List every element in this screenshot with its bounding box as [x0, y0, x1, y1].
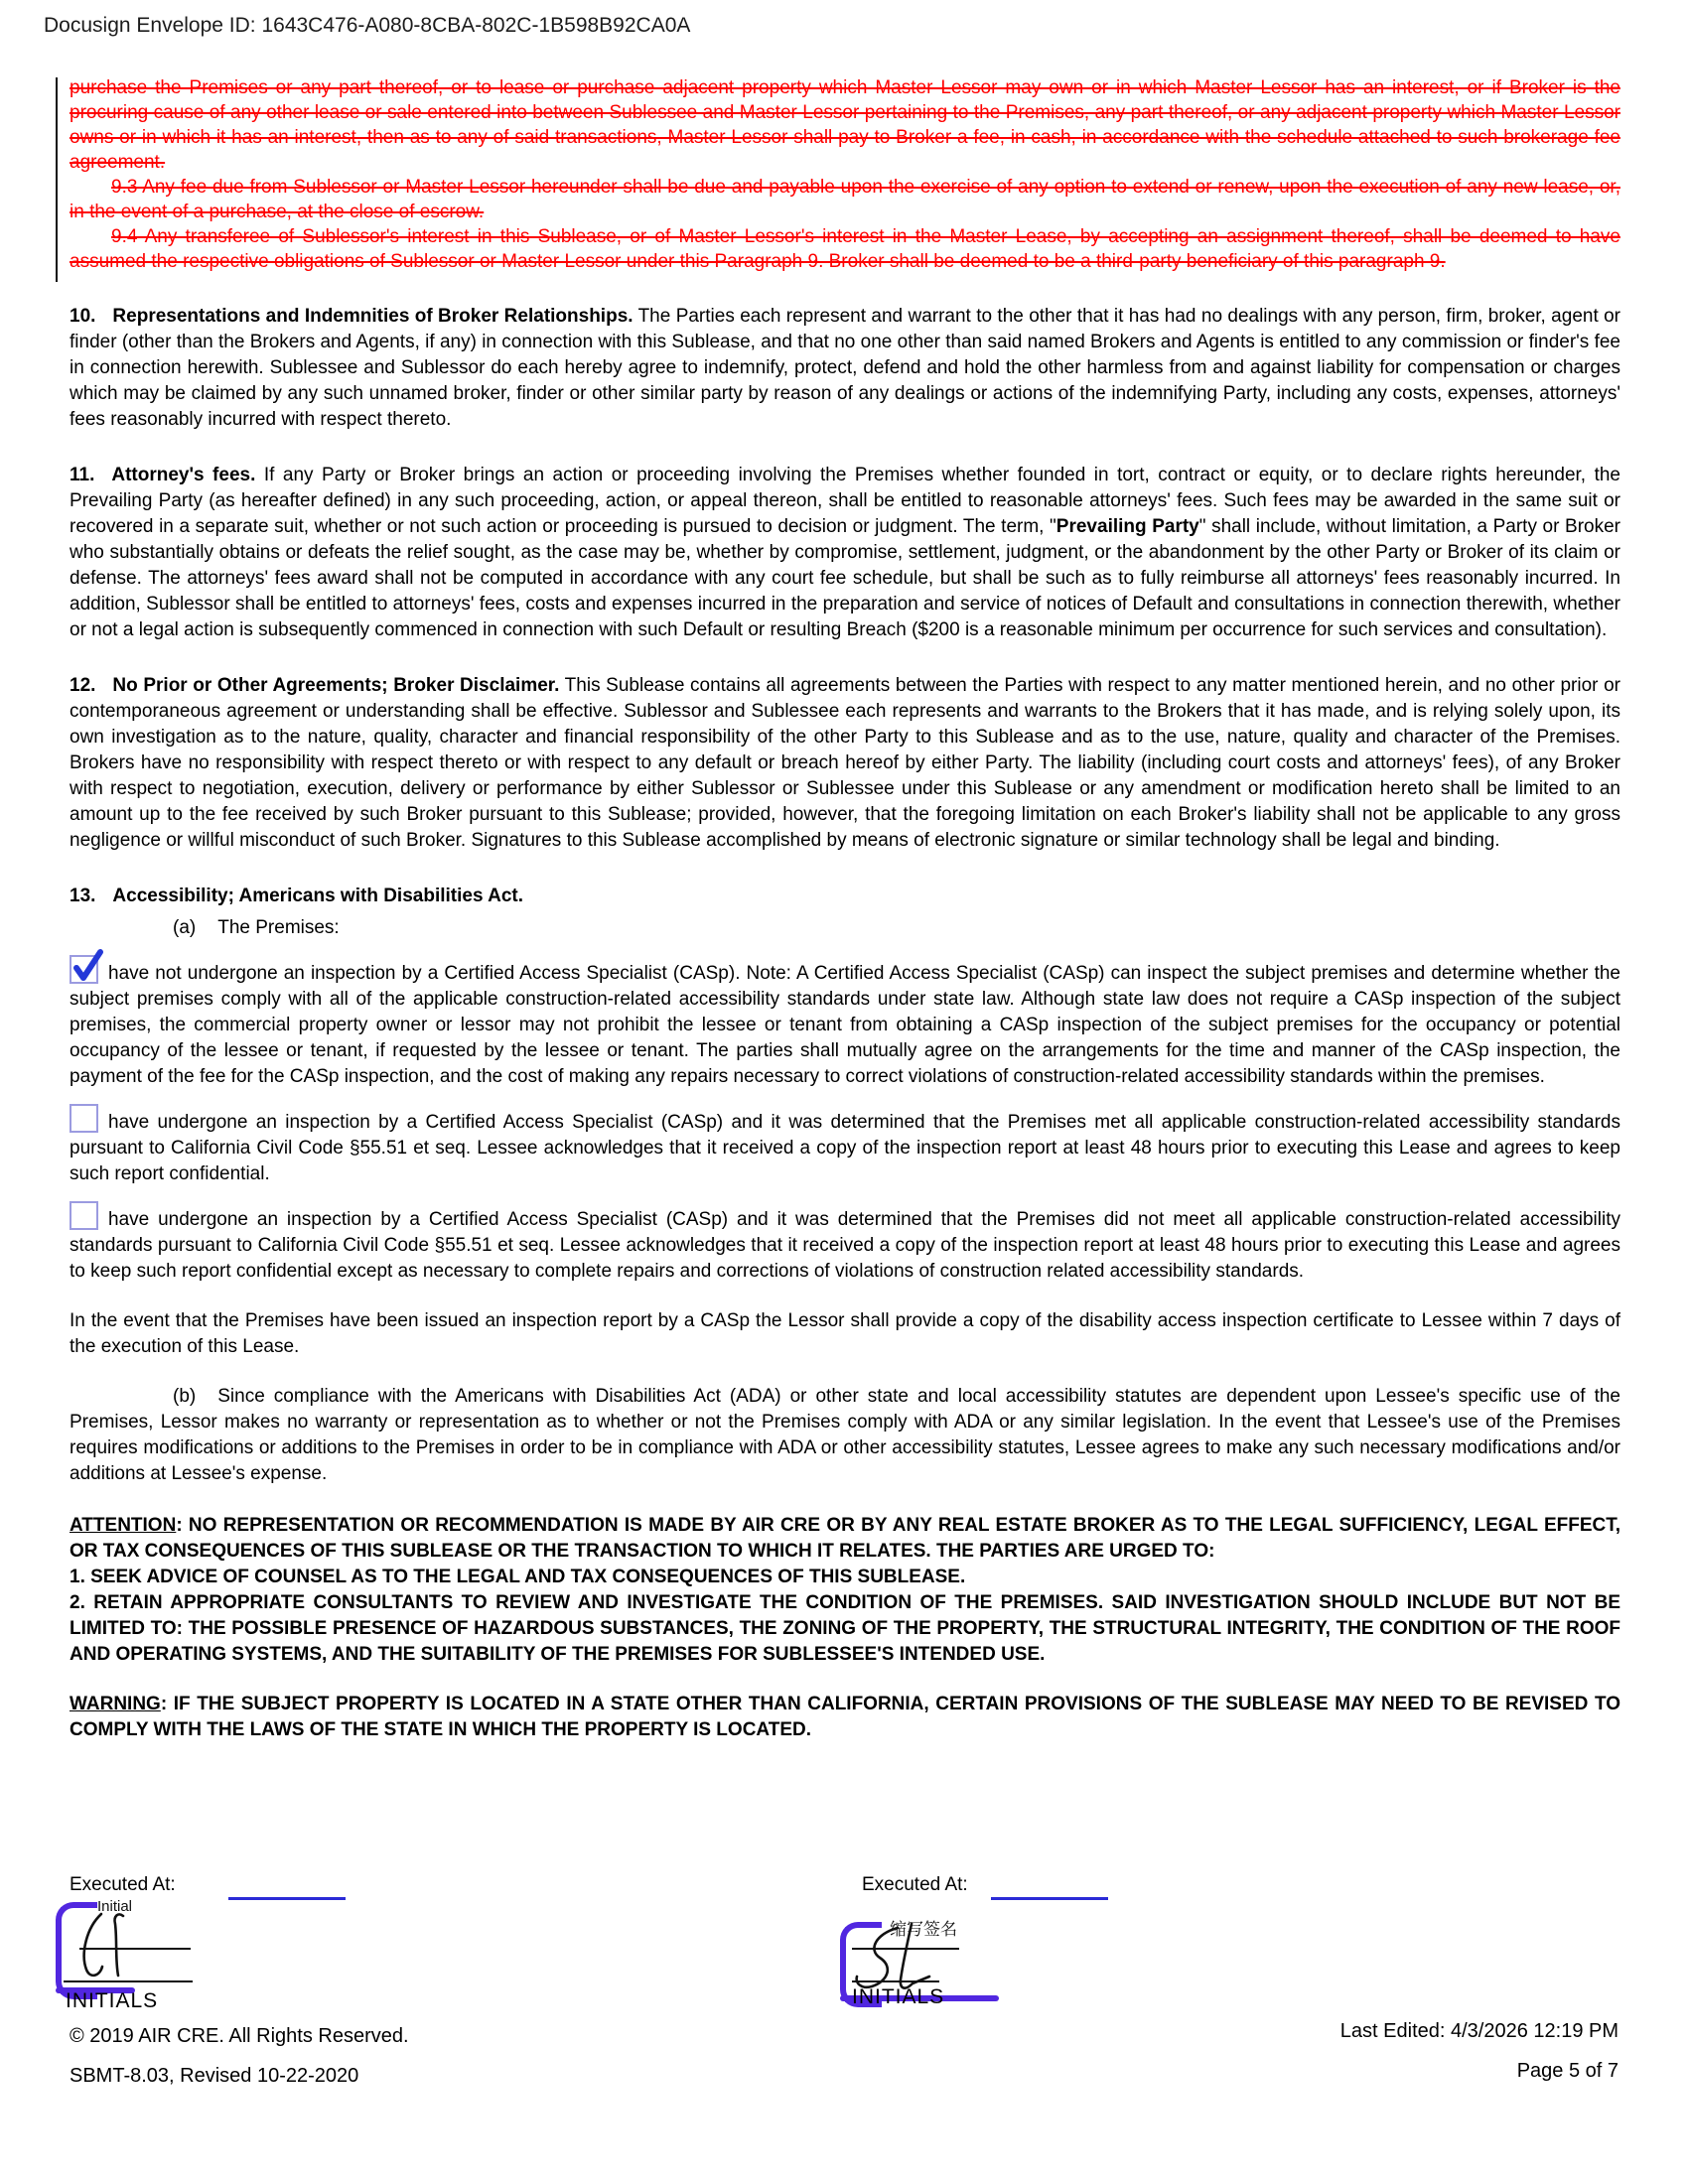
struck-paragraph-9-3: 9.3 Any fee due from Sublessor or Master Lessor hereunder shall be due and payable upon the exercise of any option to extend or renew, upon the execution of any new lease, or, in the event of a purchase, at the close of escrow.	[70, 177, 1620, 222]
casp-option-2	[70, 1104, 1620, 1187]
section-13a-text: The Premises:	[217, 917, 340, 938]
casp-option-1	[70, 955, 1620, 1090]
footer-last-edited: Last Edited: 4/3/2026 12:19 PM	[1339, 2020, 1618, 2042]
casp-checkbox-2-empty[interactable]	[70, 1104, 98, 1133]
casp-option-3	[70, 1201, 1620, 1285]
section-12	[70, 673, 1620, 854]
attention-intro-text: : NO REPRESENTATION OR RECOMMENDATION IS MADE BY AIR CRE OR BY ANY REAL ESTATE BROKER AS TO THE LEGAL SUFFICIENCY, LEGAL EFFECT, OR TAX CONSEQUENCES OF THIS SUBLEASE OR THE TRANSACTION TO WHICH IT RELATES. THE PARTIES ARE URGED TO:	[70, 1515, 1620, 1562]
section-10	[70, 304, 1620, 433]
document-body	[70, 75, 1620, 1743]
section-10-heading: Representations and Indemnities of Broker Relationships.	[112, 306, 633, 327]
checkmark-icon	[72, 948, 106, 984]
initials-line-right-2[interactable]	[852, 1980, 939, 1982]
footer-copyright: © 2019 AIR CRE. All Rights Reserved.	[70, 2025, 409, 2047]
attention-intro	[70, 1513, 1620, 1565]
executed-at-left-label: Executed At:	[70, 1874, 176, 1895]
initial-tag-left-label: Initial	[97, 1898, 133, 1915]
docusign-envelope-id: Docusign Envelope ID: 1643C476-A080-8CBA-802C-1B598B92CA0A	[44, 14, 691, 37]
struck-paragraph-9-4: 9.4 Any transferee of Sublessor's interest in this Sublease, or of Master Lessor's interest in the Master Lease, by accepting an assignment thereof, shall be deemed to have assumed the respective obligations of Sublessor or Master Lessor under this Paragraph 9. Broker shall be deemed to be a third-party beneficiary of this paragraph 9.	[70, 226, 1620, 272]
initials-caption-left: INITIALS	[66, 1989, 159, 2012]
casp-option-2-text: have undergone an inspection by a Certified Access Specialist (CASp) and it was determined that the Premises met all applicable construction-related accessibility standards pursuant to California Civil Code §55.51 et seq. Lessee acknowledges that it received a copy of the inspection report at least 48 hours prior to executing this Lease and agrees to keep such report confidential.	[70, 1112, 1620, 1184]
attention-item-2: 2. RETAIN APPROPRIATE CONSULTANTS TO REVIEW AND INVESTIGATE THE CONDITION OF THE PREMISES. SAID INVESTIGATION SHOULD INCLUDE BUT NOT BE LIMITED TO: THE POSSIBLE PRESENCE OF HAZARDOUS SUBSTANCES, THE ZONING OF THE PROPERTY, THE STRUCTURAL INTEGRITY, THE CONDITION OF THE ROOF AND OPERATING SYSTEMS, AND THE SUITABILITY OF THE PREMISES FOR SUBLESSEE'S INTENDED USE.	[70, 1592, 1620, 1665]
section-10-number: 10.	[70, 306, 96, 327]
section-13b-text: Since compliance with the Americans with Disabilities Act (ADA) or other state and local accessibility statutes are dependent upon Lessee's specific use of the Premises, Lessor makes no warranty or representation as to whether or not the Premises comply with ADA or any similar legislation. In the event that Lessee's use of the Premises requires modifications or additions to the Premises in order to be in compliance with ADA or other accessibility statutes, Lessee agrees to make any such necessary modifications and/or additions at Lessee's expense.	[70, 1386, 1620, 1484]
executed-at-right-label: Executed At:	[862, 1874, 968, 1895]
section-11-heading: Attorney's fees.	[111, 465, 256, 485]
section-12-number: 12.	[70, 675, 96, 696]
section-13b	[70, 1384, 1620, 1487]
footer-page-number: Page 5 of 7	[1516, 2060, 1618, 2082]
casp-checkbox-3-empty[interactable]	[70, 1201, 98, 1230]
section-12-body: This Sublease contains all agreements between the Parties with respect to any matter mentioned herein, and no other prior or contemporaneous agreement or understanding shall be effective. Sublessor and Sublessee each represents and warrants to the Brokers that it has made, and is relying solely upon, its own investigation as to the nature, quality, character and financial responsibility of the other Party to this Sublease and as to the use, nature, quality and character of the Premises. Brokers have no responsibility with respect thereto or with respect to any default or breach hereof by either Party. The liability (including court costs and attorneys' fees), of any Broker with respect to negotiation, execution, delivery or performance by either Sublessor or Sublessee under this Sublease or any amendment or modification hereto shall be limited to an amount up to the fee received by such Broker pursuant to this Sublease; provided, however, that the foregoing limitation on each Broker's liability shall not be applicable to any gross negligence or willful misconduct of such Broker. Signatures to this Sublease accomplished by means of electronic signature or similar technology shall be legal and binding.	[70, 675, 1620, 851]
casp-option-3-text: have undergone an inspection by a Certified Access Specialist (CASp) and it was determined that the Premises did not meet all applicable construction-related accessibility standards pursuant to California Civil Code §55.51 et seq. Lessee acknowledges that it received a copy of the inspection report at least 48 hours prior to executing this Lease and agrees to keep such report confidential except as necessary to complete repairs and corrections of violations of construction related accessibility standards.	[70, 1209, 1620, 1282]
executed-at-right-field[interactable]	[991, 1897, 1108, 1900]
section-13-heading: Accessibility; Americans with Disabilities Act.	[112, 886, 523, 906]
struck-paragraph: purchase the Premises or any part thereof, or to lease or purchase adjacent property which Master Lessor may own or in which Master Lessor has an interest, or if Broker is the procuring cause of any other lease or sale entered into between Sublessee and Master Lessor pertaining to the Premises, any part thereof, or any adjacent property which Master Lessor owns or in which it has an interest, then as to any of said transactions, Master Lessor shall pay to Broker a fee, in cash, in accordance with the schedule attached to such brokerage fee agreement.	[70, 77, 1620, 173]
section-13a-line	[70, 915, 1620, 941]
section-11-bold-term: Prevailing Party	[1055, 516, 1199, 537]
casp-option-1-text: have not undergone an inspection by a Certified Access Specialist (CASp). Note: A Certified Access Specialist (CASp) can inspect the subject premises and determine whether the subject premises comply with all of the applicable construction-related accessibility standards under state law. Although state law does not require a CASp inspection of the subject premises, the commercial property owner or lessor may not prohibit the lessee or tenant from obtaining a CASp inspection of the subject premises for the occupancy or potential occupancy of the lessee or tenant, if requested by the lessee or tenant. The parties shall mutually agree on the arrangements for the time and manner of the CASp inspection, the payment of the fee for the CASp inspection, and the cost of making any repairs necessary to correct violations of construction-related accessibility standards within the premises.	[70, 963, 1620, 1087]
attention-block	[70, 1513, 1620, 1668]
initial-tag-right-label: 缩写签名	[890, 1920, 957, 1939]
section-11	[70, 463, 1620, 643]
section-11-body-b: " shall include, without limitation, a Party or Broker who substantially obtains or defeats the relief sought, as the case may be, whether by compromise, settlement, judgment, or the abandonment by the other Party or Broker of its claim or defense. The attorneys' fees award shall not be computed in accordance with any court fee schedule, but shall be such as to fully reimburse all attorneys' fees reasonably incurred. In addition, Sublessor shall be entitled to attorneys' fees, costs and expenses incurred in the preparation and service of notices of Default and consultations in connection therewith, whether or not a legal action is subsequently commenced in connection with such Default or resulting Breach ($200 is a reasonable minimum per occurrence for such services and consultation).	[70, 516, 1620, 640]
initials-line-left-1[interactable]	[79, 1948, 191, 1950]
warning-block	[70, 1692, 1620, 1743]
section-12-heading: No Prior or Other Agreements; Broker Disclaimer.	[112, 675, 560, 696]
section-13-heading-line	[70, 884, 1620, 909]
warning-text: : IF THE SUBJECT PROPERTY IS LOCATED IN A STATE OTHER THAN CALIFORNIA, CERTAIN PROVISIONS OF THE SUBLEASE MAY NEED TO BE REVISED TO COMPLY WITH THE LAWS OF THE STATE IN WHICH THE PROPERTY IS LOCATED.	[70, 1694, 1620, 1740]
attention-label: ATTENTION	[70, 1515, 177, 1536]
casp-checkbox-1-checked[interactable]	[70, 955, 98, 984]
deleted-paragraph-9-block	[70, 75, 1620, 274]
revision-change-bar	[56, 77, 58, 282]
footer-form-version: SBMT-8.03, Revised 10-22-2020	[70, 2065, 359, 2087]
initials-line-left-2[interactable]	[64, 1980, 193, 1982]
initials-caption-right: INITIALS	[852, 1985, 945, 2008]
attention-item-1: 1. SEEK ADVICE OF COUNSEL AS TO THE LEGAL AND TAX CONSEQUENCES OF THIS SUBLEASE.	[70, 1567, 966, 1587]
section-13a-label: (a)	[173, 917, 197, 938]
section-11-body-a: If any Party or Broker brings an action or proceeding involving the Premises whether founded in tort, contract or equity, or to declare rights hereunder, the Prevailing Party (as hereafter defined) in any such proceeding, action, or appeal thereon, shall be entitled to reasonable attorneys' fees. Such fees may be awarded in the same suit or recovered in a separate suit, whether or not such action or proceeding is pursued to decision or judgment. The term, "	[70, 465, 1620, 537]
section-10-body: The Parties each represent and warrant to the other that it has had no dealings with any person, firm, broker, agent or finder (other than the Brokers and Agents, if any) in connection with this Sublease, and that no one other than said named Brokers and Agents is entitled to any commission or finder's fee in connection herewith. Sublessee and Sublessor do each hereby agree to indemnify, protect, defend and hold the other harmless from and against liability for compensation or charges which may be claimed by any such unnamed broker, finder or other similar party by reason of any dealings or actions of the indemnifying Party, including any costs, expenses, attorneys' fees reasonably incurred with respect thereto.	[70, 306, 1620, 430]
section-11-number: 11.	[70, 465, 95, 485]
warning-label: WARNING	[70, 1694, 161, 1714]
section-13b-label: (b)	[173, 1386, 197, 1407]
executed-at-left-field[interactable]	[228, 1897, 346, 1900]
section-13-number: 13.	[70, 886, 96, 906]
casp-certificate-paragraph: In the event that the Premises have been issued an inspection report by a CASp the Lessor shall provide a copy of the disability access inspection certificate to Lessee within 7 days of the execution of this Lease.	[70, 1310, 1620, 1357]
initials-line-right-1[interactable]	[852, 1948, 959, 1950]
